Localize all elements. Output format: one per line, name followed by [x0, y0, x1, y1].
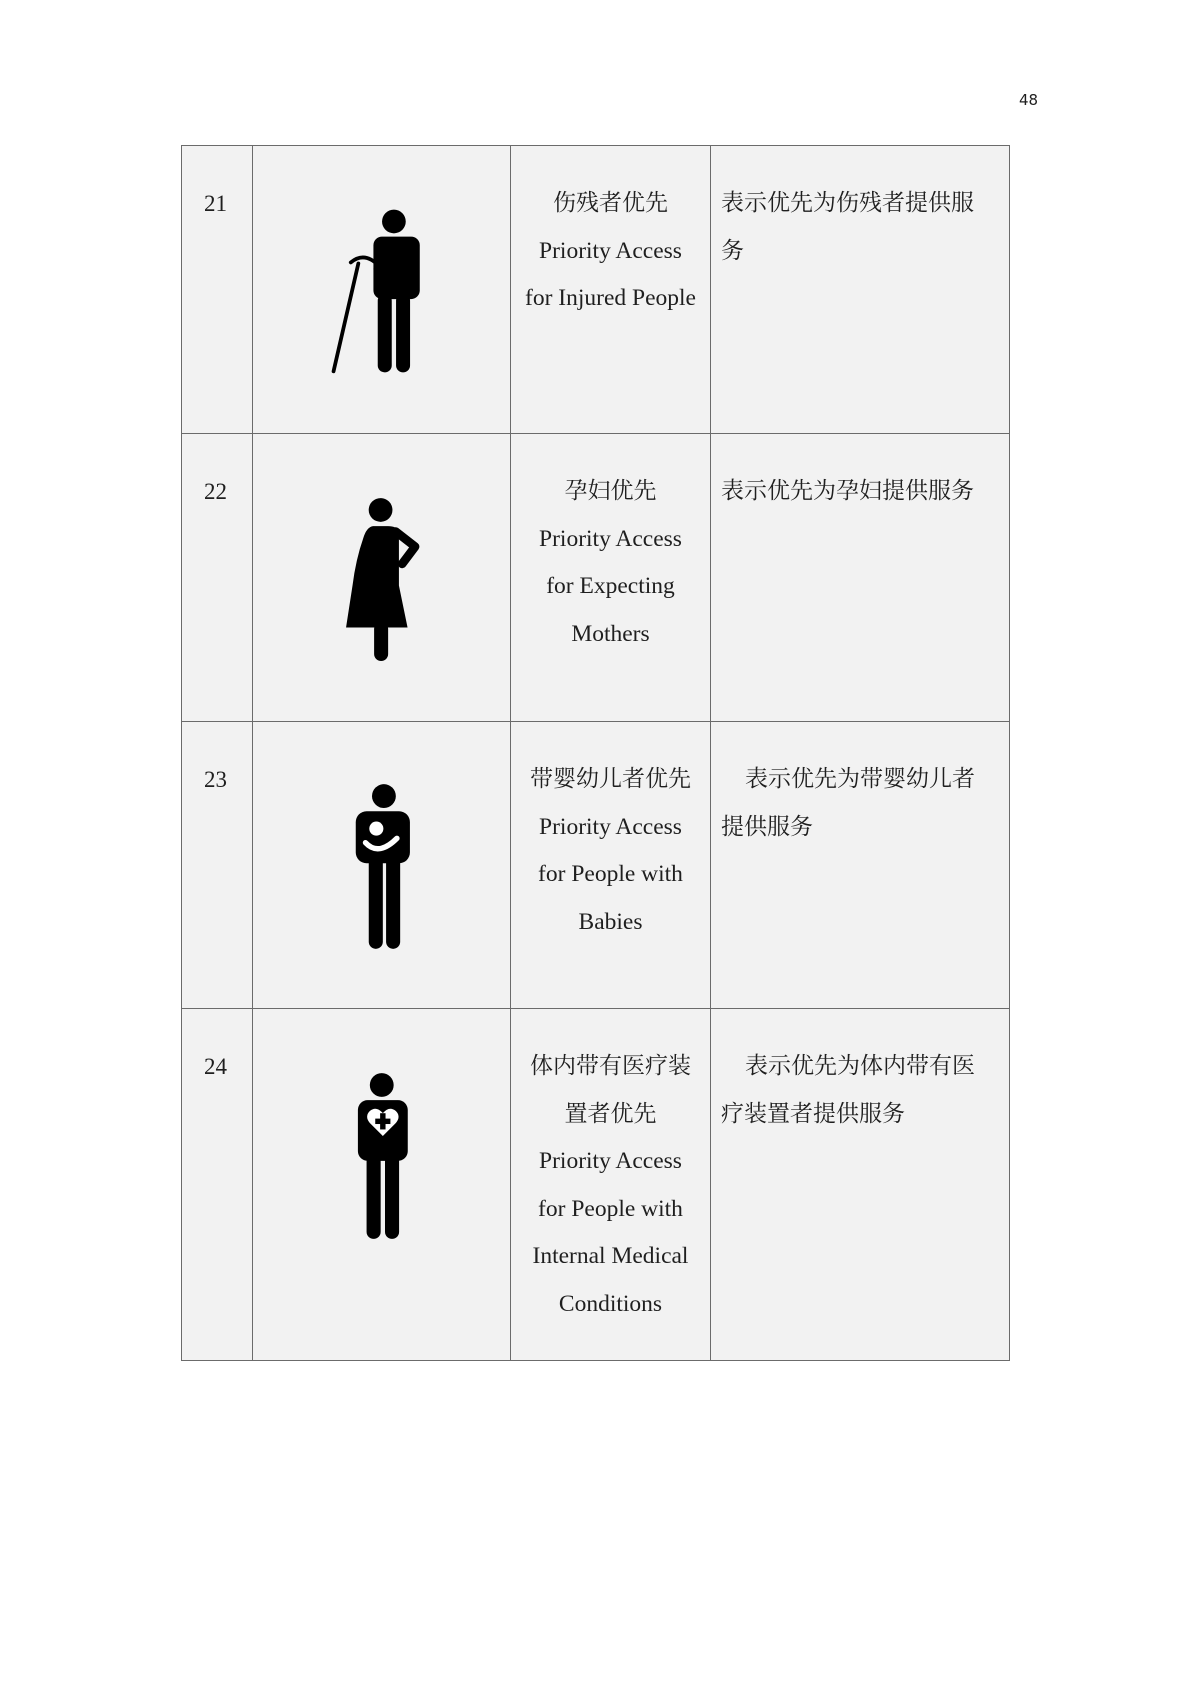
- injured-person-with-crutch-icon: [326, 207, 423, 375]
- figure-torso: [356, 811, 410, 863]
- description-text: 表示优先为带婴幼儿者: [745, 766, 975, 792]
- sign-name-english: Internal Medical: [532, 1243, 689, 1270]
- priority-signs-table: [181, 145, 1010, 1361]
- figure-hand: [373, 264, 384, 275]
- person-holding-baby-icon: [347, 782, 423, 951]
- figure-left-leg: [378, 294, 392, 373]
- medical-cross-horizontal: [375, 1119, 390, 1124]
- sign-name-english: Mothers: [571, 620, 650, 647]
- sign-name-english: for People with: [538, 861, 683, 888]
- table-cell-number: [182, 146, 253, 434]
- description-text: 表示优先为孕妇提供服务: [721, 478, 974, 504]
- description-text: 疗装置者提供服务: [721, 1100, 905, 1127]
- row-number: 24: [204, 1054, 227, 1079]
- table-cell-icon: [253, 146, 511, 434]
- figure-leg: [374, 622, 388, 661]
- description-text: 表示优先为伤残者提供服: [721, 190, 974, 216]
- sign-name-english: Babies: [578, 908, 643, 935]
- figure-right-leg: [386, 856, 400, 949]
- person-with-heart-medical-cross-icon: [347, 1072, 423, 1240]
- figure-dress: [346, 526, 408, 627]
- sign-name-chinese: 带婴幼儿者优先: [530, 766, 691, 792]
- sign-name-english: Conditions: [558, 1290, 663, 1317]
- table-cell-number: [182, 1009, 253, 1361]
- sign-name-chinese: 孕妇优先: [564, 478, 657, 504]
- sign-name-chinese: 置者优先: [564, 1100, 657, 1127]
- table-cell-sign-name: [511, 146, 711, 434]
- table-cell-icon: [253, 434, 511, 722]
- figure-head: [372, 784, 396, 808]
- table-cell-sign-name: [511, 722, 711, 1009]
- figure-right-leg: [385, 1154, 399, 1239]
- sign-name-english: Priority Access: [539, 1148, 682, 1175]
- table-cell-icon: [253, 1009, 511, 1361]
- table-cell-number: [182, 722, 253, 1009]
- sign-name-english: Priority Access: [539, 237, 682, 264]
- figure-head: [382, 210, 406, 234]
- description-text: 表示优先为体内带有医: [745, 1053, 975, 1079]
- figure-left-leg: [367, 1154, 381, 1239]
- figure-right-leg: [396, 294, 410, 373]
- table-cell-description: [711, 1009, 1010, 1361]
- figure-head: [369, 498, 393, 522]
- description-text: 提供服务: [721, 813, 813, 840]
- table-cell-number: [182, 434, 253, 722]
- sign-name-english: Priority Access: [539, 525, 682, 552]
- description-text: 务: [721, 237, 744, 264]
- table-cell-sign-name: [511, 434, 711, 722]
- table-cell-description: [711, 434, 1010, 722]
- row-number: 22: [204, 479, 227, 504]
- sign-name-english: for Expecting: [546, 573, 675, 600]
- table-cell-sign-name: [511, 1009, 711, 1361]
- baby-head: [369, 822, 383, 836]
- row-number: 23: [204, 767, 227, 792]
- sign-name-chinese: 伤残者优先: [553, 190, 668, 216]
- table-cell-icon: [253, 722, 511, 1009]
- figure-head: [370, 1073, 394, 1097]
- sign-name-chinese: 体内带有医疗装: [530, 1053, 691, 1079]
- pregnant-woman-icon: [336, 497, 423, 661]
- page-number: 48: [1019, 91, 1039, 109]
- crutch-shaft: [334, 264, 359, 372]
- sign-name-english: Priority Access: [539, 813, 682, 840]
- sign-name-english: for People with: [538, 1195, 683, 1222]
- row-number: 21: [204, 191, 227, 216]
- sign-name-english: for Injured People: [525, 285, 696, 312]
- figure-left-leg: [369, 856, 383, 949]
- table-cell-description: [711, 722, 1010, 1009]
- table-cell-description: [711, 146, 1010, 434]
